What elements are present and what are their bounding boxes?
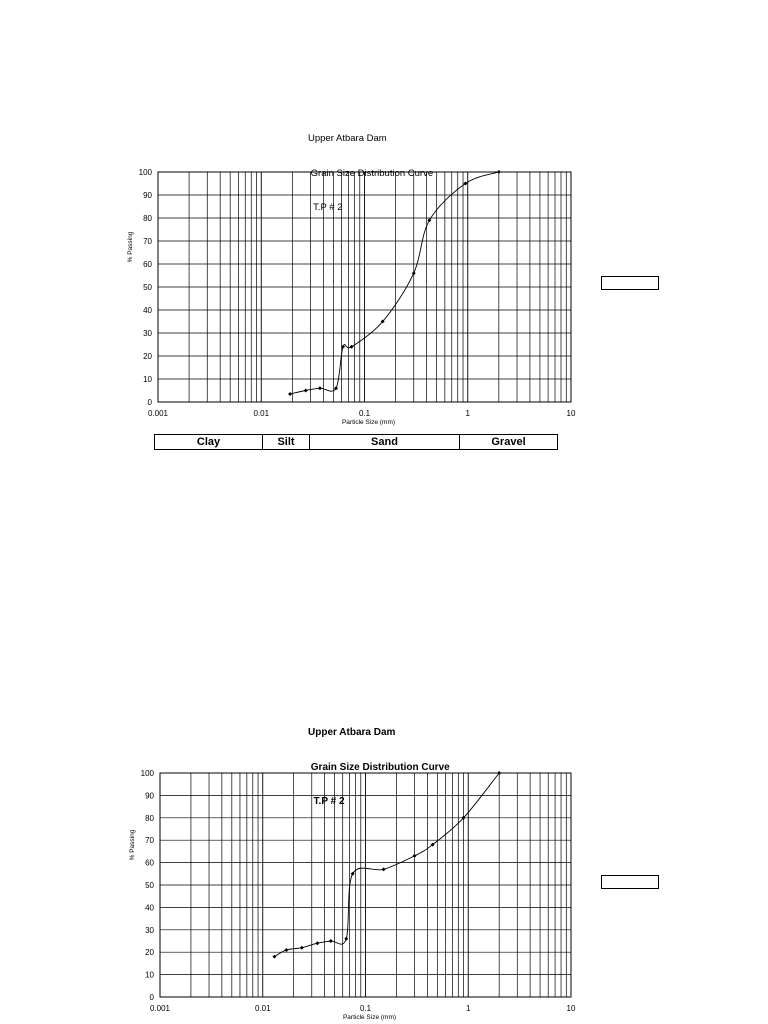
y-axis-label: % Passing xyxy=(127,231,134,263)
data-point xyxy=(284,948,288,952)
x-axis-label: Particle Size (mm) xyxy=(342,1014,397,1021)
x-tick-label: 0.001 xyxy=(149,1004,171,1013)
chart-title-line: Upper Atbara Dam xyxy=(308,133,387,144)
grain-size-chart-1 xyxy=(0,0,768,470)
data-point xyxy=(412,271,416,275)
y-tick-label: 70 xyxy=(143,237,152,246)
data-point xyxy=(413,854,417,858)
x-axis-label: Particle Size (mm) xyxy=(341,419,396,426)
y-tick-label: 30 xyxy=(145,925,154,935)
x-tick-label: 0.1 xyxy=(358,409,371,418)
y-tick-label: 90 xyxy=(145,791,154,801)
y-tick-label: 60 xyxy=(145,858,154,868)
soil-class-bar xyxy=(154,434,558,450)
x-tick-label: 10 xyxy=(566,409,576,418)
x-tick-label: 10 xyxy=(566,1004,576,1013)
data-point xyxy=(315,941,319,945)
legend-box xyxy=(601,875,659,889)
x-tick-label: 1 xyxy=(465,409,470,418)
y-tick-label: 100 xyxy=(138,168,152,177)
soil-class-clay: Clay xyxy=(155,435,263,449)
chart-title-line: T.P # 2 xyxy=(308,202,343,213)
series-line xyxy=(274,773,499,957)
data-point xyxy=(288,392,292,396)
legend-box xyxy=(601,276,659,290)
y-tick-label: 20 xyxy=(145,948,154,958)
y-tick-label: 80 xyxy=(145,813,154,823)
x-tick-label: 0.1 xyxy=(359,1004,372,1013)
data-point xyxy=(382,867,386,871)
y-tick-label: 30 xyxy=(143,329,152,338)
y-tick-label: 0 xyxy=(147,398,152,407)
y-axis-label: % Passing xyxy=(129,829,136,861)
y-tick-label: 50 xyxy=(143,283,152,292)
y-tick-label: 20 xyxy=(143,352,152,361)
data-point xyxy=(344,937,348,941)
data-point xyxy=(329,939,333,943)
data-point xyxy=(318,386,322,390)
y-tick-label: 60 xyxy=(143,260,152,269)
y-tick-label: 50 xyxy=(145,881,154,890)
data-point xyxy=(427,218,431,222)
data-point xyxy=(300,946,304,950)
plot-area xyxy=(0,690,768,1024)
data-point xyxy=(304,389,308,393)
y-tick-label: 0 xyxy=(149,993,154,1002)
chart-title-line: Grain Size Distribution Curve xyxy=(308,167,434,179)
soil-class-sand: Sand xyxy=(310,435,460,449)
plot-area xyxy=(0,0,768,470)
soil-class-silt: Silt xyxy=(263,435,310,449)
y-tick-label: 10 xyxy=(145,970,154,980)
data-point xyxy=(497,170,501,174)
y-tick-label: 100 xyxy=(140,769,154,778)
y-tick-label: 80 xyxy=(143,214,152,223)
y-tick-label: 90 xyxy=(143,191,152,200)
grain-size-chart-2 xyxy=(0,690,768,1024)
x-tick-label: 0.01 xyxy=(254,1004,271,1013)
y-tick-label: 70 xyxy=(145,836,154,846)
y-tick-label: 40 xyxy=(145,903,154,913)
chart-title-line: Upper Atbara Dam xyxy=(308,727,396,738)
x-tick-label: 1 xyxy=(466,1004,471,1013)
soil-class-gravel: Gravel xyxy=(491,436,526,448)
x-tick-label: 0.01 xyxy=(253,409,270,418)
chart-title-line: T.P # 2 xyxy=(308,796,345,807)
chart-title-line: Grain Size Distribution Curve xyxy=(308,761,450,773)
x-tick-label: 0.001 xyxy=(147,409,169,418)
y-tick-label: 40 xyxy=(143,306,152,315)
y-tick-label: 10 xyxy=(143,375,152,384)
